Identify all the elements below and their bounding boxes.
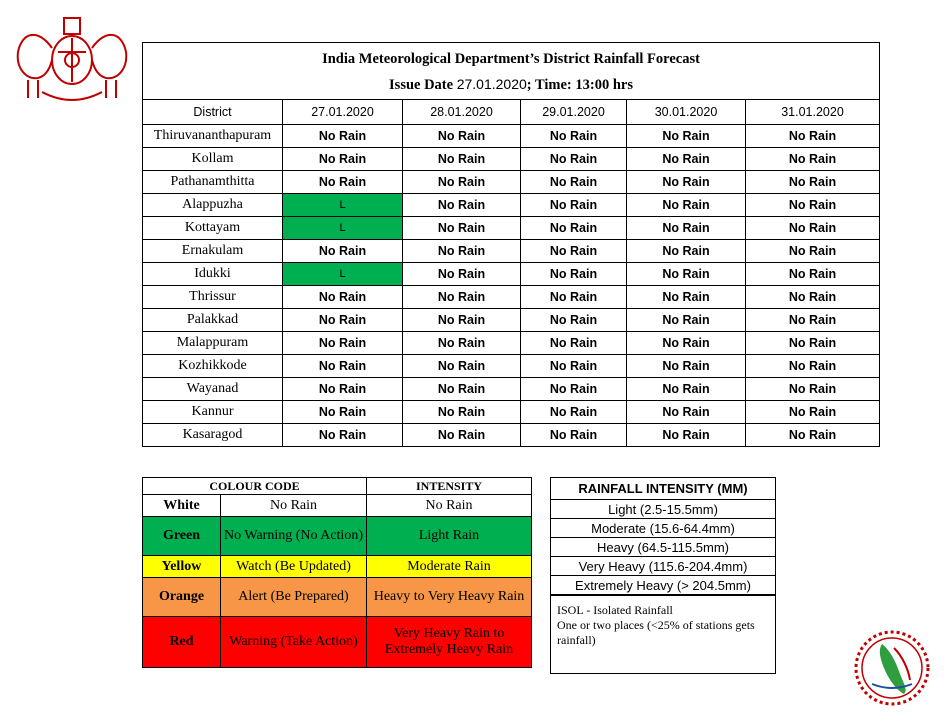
forecast-column-headers [143, 100, 880, 125]
district-name: Thiruvananthapuram [143, 125, 283, 148]
forecast-cell: No Rain [283, 332, 403, 355]
colour-intensity: Very Heavy Rain to Extremely Heavy Rain [367, 617, 532, 668]
forecast-cell: No Rain [283, 171, 403, 194]
colour-meaning: Alert (Be Prepared) [221, 578, 367, 617]
issue-date: 27.01.2020 [456, 75, 527, 92]
forecast-cell: No Rain [627, 424, 746, 447]
forecast-cell: No Rain [746, 332, 880, 355]
forecast-cell: No Rain [283, 401, 403, 424]
table-row [143, 148, 880, 171]
colour-code-table [142, 477, 532, 668]
forecast-cell: No Rain [627, 263, 746, 286]
colour-intensity: Light Rain [367, 517, 532, 556]
column-header-district: District [143, 100, 283, 125]
table-row [143, 240, 880, 263]
colour-intensity: Moderate Rain [367, 556, 532, 578]
intensity-range: Heavy (64.5-115.5mm) [551, 538, 776, 557]
forecast-cell: No Rain [627, 171, 746, 194]
forecast-cell: No Rain [746, 309, 880, 332]
forecast-cell: No Rain [521, 125, 627, 148]
district-name: Kollam [143, 148, 283, 171]
forecast-cell: No Rain [283, 148, 403, 171]
table-row [143, 378, 880, 401]
isol-line2: One or two places (<25% of stations gets rainfall) [557, 618, 755, 647]
table-row [143, 556, 532, 578]
forecast-cell: No Rain [521, 424, 627, 447]
forecast-cell: No Rain [283, 424, 403, 447]
issue-prefix: Issue Date [389, 76, 457, 93]
district-name: Kozhikkode [143, 355, 283, 378]
forecast-cell: No Rain [521, 378, 627, 401]
forecast-cell: No Rain [521, 401, 627, 424]
forecast-cell: No Rain [746, 148, 880, 171]
table-row [143, 355, 880, 378]
forecast-cell: No Rain [746, 378, 880, 401]
forecast-cell: No Rain [521, 332, 627, 355]
forecast-cell: No Rain [746, 286, 880, 309]
forecast-cell: No Rain [627, 240, 746, 263]
forecast-cell: No Rain [746, 194, 880, 217]
forecast-cell: No Rain [403, 286, 521, 309]
colour-meaning: No Rain [221, 495, 367, 517]
colour-name: White [143, 495, 221, 517]
forecast-cell: No Rain [403, 240, 521, 263]
forecast-cell: No Rain [521, 217, 627, 240]
district-name: Palakkad [143, 309, 283, 332]
intensity-range: Very Heavy (115.6-204.4mm) [551, 557, 776, 576]
table-row [143, 309, 880, 332]
forecast-cell: L [283, 263, 403, 286]
forecast-cell: No Rain [627, 355, 746, 378]
table-row [143, 578, 532, 617]
table-row [143, 495, 532, 517]
forecast-cell: No Rain [283, 378, 403, 401]
forecast-cell: No Rain [403, 125, 521, 148]
forecast-cell: No Rain [521, 194, 627, 217]
district-name: Idukki [143, 263, 283, 286]
district-name: Ernakulam [143, 240, 283, 263]
table-row [143, 171, 880, 194]
forecast-cell: No Rain [627, 286, 746, 309]
forecast-cell: No Rain [283, 125, 403, 148]
colour-meaning: Watch (Be Updated) [221, 556, 367, 578]
forecast-cell: No Rain [627, 332, 746, 355]
colour-intensity: Heavy to Very Heavy Rain [367, 578, 532, 617]
intensity-range: Extremely Heavy (> 204.5mm) [551, 576, 776, 595]
forecast-cell: No Rain [403, 171, 521, 194]
forecast-cell: No Rain [403, 424, 521, 447]
forecast-cell: No Rain [521, 355, 627, 378]
table-row [143, 125, 880, 148]
forecast-cell: No Rain [627, 217, 746, 240]
forecast-cell: No Rain [403, 217, 521, 240]
forecast-cell: No Rain [403, 332, 521, 355]
column-header-date: 27.01.2020 [283, 100, 403, 125]
issue-line [143, 76, 879, 94]
forecast-cell: No Rain [627, 194, 746, 217]
forecast-cell: No Rain [746, 171, 880, 194]
forecast-cell: L [283, 217, 403, 240]
forecast-cell: No Rain [403, 401, 521, 424]
issue-time: ; Time: 13:00 hrs [526, 76, 633, 93]
colour-name: Green [143, 517, 221, 556]
forecast-cell: No Rain [627, 378, 746, 401]
table-row [143, 424, 880, 447]
table-row [143, 332, 880, 355]
forecast-cell: No Rain [746, 217, 880, 240]
kerala-emblem-logo [8, 8, 136, 108]
forecast-cell: No Rain [403, 263, 521, 286]
forecast-cell: No Rain [403, 378, 521, 401]
forecast-cell: No Rain [521, 148, 627, 171]
ksdma-logo [852, 628, 932, 708]
list-item [551, 500, 776, 519]
forecast-cell: L [283, 194, 403, 217]
column-header-date: 31.01.2020 [746, 100, 880, 125]
district-rainfall-forecast-table [142, 42, 880, 447]
forecast-cell: No Rain [283, 286, 403, 309]
table-row [143, 263, 880, 286]
colour-meaning: No Warning (No Action) [221, 517, 367, 556]
district-name: Alappuzha [143, 194, 283, 217]
forecast-cell: No Rain [746, 424, 880, 447]
forecast-header [143, 43, 880, 100]
table-row [143, 401, 880, 424]
table-row [143, 617, 532, 668]
colour-name: Orange [143, 578, 221, 617]
forecast-cell: No Rain [283, 309, 403, 332]
district-name: Wayanad [143, 378, 283, 401]
colour-name: Red [143, 617, 221, 668]
intensity-range: Light (2.5-15.5mm) [551, 500, 776, 519]
forecast-cell: No Rain [403, 148, 521, 171]
rainfall-intensity-table [550, 477, 776, 595]
table-row [143, 517, 532, 556]
district-name: Thrissur [143, 286, 283, 309]
forecast-cell: No Rain [403, 355, 521, 378]
forecast-cell: No Rain [627, 148, 746, 171]
colour-meaning: Warning (Take Action) [221, 617, 367, 668]
forecast-cell: No Rain [283, 240, 403, 263]
column-header-date: 29.01.2020 [521, 100, 627, 125]
column-header-date: 30.01.2020 [627, 100, 746, 125]
isol-note [550, 595, 776, 674]
table-row [143, 194, 880, 217]
forecast-cell: No Rain [746, 263, 880, 286]
colour-intensity: No Rain [367, 495, 532, 517]
intensity-range: Moderate (15.6-64.4mm) [551, 519, 776, 538]
table-row [143, 286, 880, 309]
forecast-cell: No Rain [746, 240, 880, 263]
forecast-cell: No Rain [521, 309, 627, 332]
list-item [551, 519, 776, 538]
forecast-cell: No Rain [403, 309, 521, 332]
forecast-cell: No Rain [521, 171, 627, 194]
forecast-cell: No Rain [627, 125, 746, 148]
table-row [143, 217, 880, 240]
district-name: Malappuram [143, 332, 283, 355]
forecast-cell: No Rain [746, 401, 880, 424]
column-header-date: 28.01.2020 [403, 100, 521, 125]
forecast-title: India Meteorological Department’s District Rainfall Forecast [322, 50, 700, 67]
forecast-cell: No Rain [746, 355, 880, 378]
colour-name: Yellow [143, 556, 221, 578]
district-name: Kasaragod [143, 424, 283, 447]
district-name: Pathanamthitta [143, 171, 283, 194]
isol-line1: ISOL - Isolated Rainfall [557, 603, 673, 617]
colour-code-header: COLOUR CODE [143, 478, 367, 495]
forecast-cell: No Rain [521, 286, 627, 309]
list-item [551, 576, 776, 595]
district-name: Kannur [143, 401, 283, 424]
intensity-header: INTENSITY [367, 478, 532, 495]
forecast-cell: No Rain [521, 263, 627, 286]
district-name: Kottayam [143, 217, 283, 240]
forecast-cell: No Rain [521, 240, 627, 263]
rainfall-intensity-title: RAINFALL INTENSITY (MM) [551, 478, 776, 500]
forecast-cell: No Rain [627, 401, 746, 424]
list-item [551, 538, 776, 557]
forecast-cell: No Rain [283, 355, 403, 378]
forecast-cell: No Rain [403, 194, 521, 217]
list-item [551, 557, 776, 576]
forecast-cell: No Rain [627, 309, 746, 332]
forecast-cell: No Rain [746, 125, 880, 148]
